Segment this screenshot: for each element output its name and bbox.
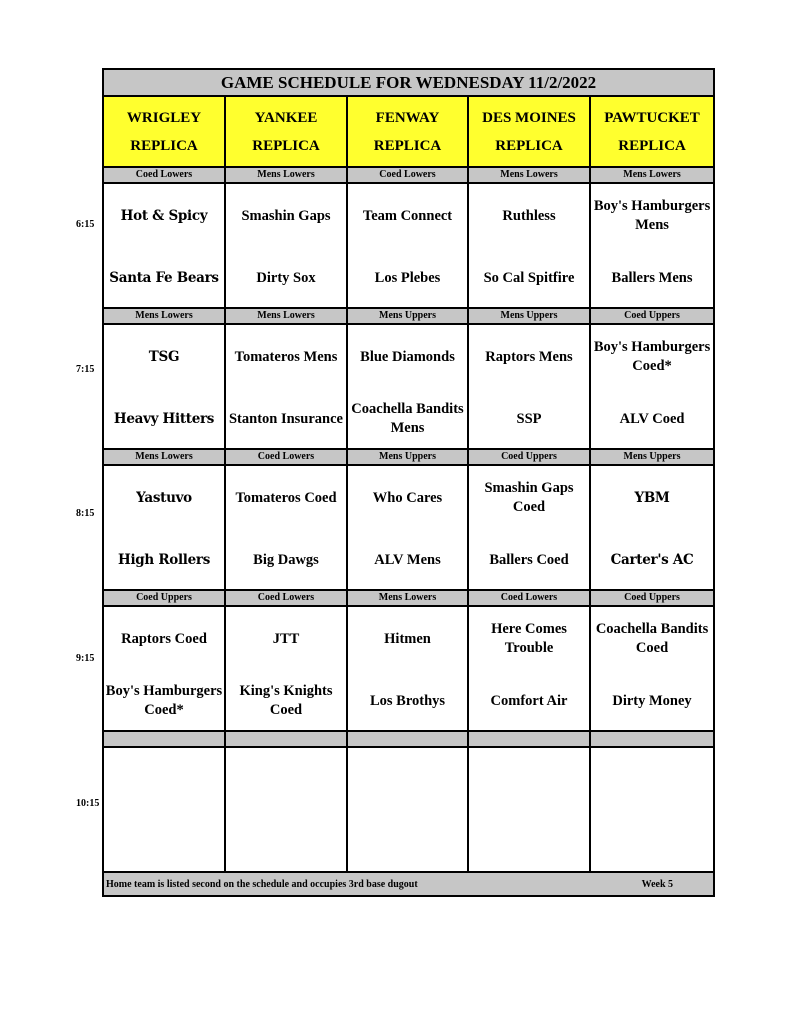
week-label: Week 5 bbox=[641, 878, 674, 890]
away-team: Hot & Spicy bbox=[120, 207, 208, 224]
away-team: JTT bbox=[272, 630, 300, 647]
division-label: Coed Uppers bbox=[103, 590, 225, 606]
away-team: Yastuvo bbox=[136, 489, 192, 506]
field-header-yankee: YANKEE REPLICA bbox=[225, 96, 347, 167]
game-cell bbox=[225, 183, 347, 308]
schedule-table bbox=[102, 68, 715, 897]
game-cell bbox=[103, 606, 225, 731]
game-cell bbox=[590, 183, 714, 308]
schedule-title: GAME SCHEDULE FOR WEDNESDAY 11/2/2022 bbox=[103, 69, 714, 96]
division-label bbox=[347, 731, 468, 747]
away-team: Raptors Coed bbox=[121, 630, 207, 647]
game-cell bbox=[225, 324, 347, 449]
away-team: TSG bbox=[148, 348, 180, 365]
game-cell bbox=[468, 324, 590, 449]
home-team: High Rollers bbox=[117, 551, 211, 568]
home-team bbox=[591, 813, 713, 871]
home-team: Heavy Hitters bbox=[113, 410, 215, 427]
home-team: Ballers Mens bbox=[611, 269, 693, 286]
away-team: Here Comes Trouble bbox=[491, 621, 567, 656]
time-label-8-15: 8:15 bbox=[76, 508, 95, 519]
field-header-des-moines: DES MOINES REPLICA bbox=[468, 96, 590, 167]
division-label: Coed Lowers bbox=[103, 167, 225, 183]
division-label: Mens Lowers bbox=[103, 308, 225, 324]
away-team: Who Cares bbox=[372, 489, 443, 506]
field-header-pawtucket: PAWTUCKET REPLICA bbox=[590, 96, 714, 167]
game-cell bbox=[468, 606, 590, 731]
home-team: Carter's AC bbox=[610, 551, 694, 568]
away-team: YBM bbox=[634, 489, 670, 506]
away-team: Raptors Mens bbox=[485, 348, 573, 365]
game-cell bbox=[347, 606, 468, 731]
division-label: Mens Lowers bbox=[347, 590, 468, 606]
division-label: Mens Uppers bbox=[590, 449, 714, 465]
division-label: Coed Uppers bbox=[590, 308, 714, 324]
division-label: Mens Lowers bbox=[468, 167, 590, 183]
away-team: Boy's Hamburgers Mens bbox=[593, 198, 711, 233]
game-cell bbox=[590, 606, 714, 731]
game-cell bbox=[590, 465, 714, 590]
game-cell bbox=[103, 465, 225, 590]
footer-note: Home team is listed second on the schedule and occupies 3rd base dugout bbox=[106, 878, 418, 890]
division-label bbox=[590, 731, 714, 747]
home-team: Comfort Air bbox=[490, 692, 568, 709]
away-team: Coachella Bandits Coed bbox=[595, 621, 709, 656]
field-header-fenway: FENWAY REPLICA bbox=[347, 96, 468, 167]
away-team bbox=[348, 751, 467, 809]
game-cell bbox=[347, 324, 468, 449]
home-team: SSP bbox=[516, 410, 542, 427]
game-cell bbox=[468, 465, 590, 590]
time-label-7-15: 7:15 bbox=[76, 364, 95, 375]
home-team: Ballers Coed bbox=[489, 551, 569, 568]
away-team: Smashin Gaps Coed bbox=[484, 480, 574, 515]
game-cell bbox=[590, 747, 714, 872]
home-team: Boy's Hamburgers Coed* bbox=[105, 683, 223, 718]
division-label: Coed Lowers bbox=[225, 449, 347, 465]
division-label: Mens Lowers bbox=[225, 308, 347, 324]
home-team: So Cal Spitfire bbox=[483, 269, 575, 286]
game-cell bbox=[225, 747, 347, 872]
game-cell bbox=[468, 183, 590, 308]
footer-bar bbox=[103, 872, 714, 896]
game-cell bbox=[103, 324, 225, 449]
game-cell bbox=[103, 183, 225, 308]
home-team: ALV Mens bbox=[374, 551, 441, 568]
division-label: Mens Lowers bbox=[590, 167, 714, 183]
away-team: Smashin Gaps bbox=[241, 207, 331, 224]
division-label bbox=[468, 731, 590, 747]
game-cell bbox=[347, 747, 468, 872]
away-team bbox=[226, 751, 346, 809]
time-label-6-15: 6:15 bbox=[76, 219, 95, 230]
division-label: Mens Uppers bbox=[468, 308, 590, 324]
division-label: Coed Lowers bbox=[225, 590, 347, 606]
home-team: ALV Coed bbox=[619, 410, 685, 427]
away-team: Team Connect bbox=[362, 207, 453, 224]
home-team: Santa Fe Bears bbox=[109, 269, 219, 286]
time-label-10-15: 10:15 bbox=[76, 798, 100, 809]
game-cell bbox=[225, 606, 347, 731]
division-label: Mens Lowers bbox=[103, 449, 225, 465]
game-cell bbox=[103, 747, 225, 872]
away-team bbox=[591, 751, 713, 809]
game-cell bbox=[468, 747, 590, 872]
away-team: Tomateros Mens bbox=[234, 348, 338, 365]
home-team: Los Plebes bbox=[374, 269, 441, 286]
home-team bbox=[348, 813, 467, 871]
home-team bbox=[104, 813, 224, 871]
away-team: Ruthless bbox=[502, 207, 556, 224]
time-label-9-15: 9:15 bbox=[76, 653, 95, 664]
away-team: Blue Diamonds bbox=[360, 348, 455, 365]
division-label: Coed Uppers bbox=[590, 590, 714, 606]
division-label: Coed Lowers bbox=[347, 167, 468, 183]
field-header-wrigley: WRIGLEY REPLICA bbox=[103, 96, 225, 167]
away-team: Hitmen bbox=[384, 630, 431, 647]
away-team bbox=[469, 751, 589, 809]
home-team: King's Knights Coed bbox=[239, 683, 333, 718]
home-team: Los Brothys bbox=[369, 692, 446, 709]
home-team: Coachella Bandits Mens bbox=[351, 401, 464, 436]
game-cell bbox=[347, 465, 468, 590]
division-label: Coed Lowers bbox=[468, 590, 590, 606]
home-team: Dirty Sox bbox=[256, 269, 316, 286]
game-cell bbox=[225, 465, 347, 590]
game-cell bbox=[347, 183, 468, 308]
division-label: Mens Uppers bbox=[347, 308, 468, 324]
game-cell bbox=[590, 324, 714, 449]
home-team: Stanton Insurance bbox=[228, 410, 343, 427]
division-label bbox=[103, 731, 225, 747]
away-team bbox=[104, 751, 224, 809]
away-team: Tomateros Coed bbox=[235, 489, 337, 506]
home-team bbox=[469, 813, 589, 871]
division-label: Mens Uppers bbox=[347, 449, 468, 465]
division-label: Coed Uppers bbox=[468, 449, 590, 465]
away-team: Boy's Hamburgers Coed* bbox=[593, 339, 711, 374]
home-team: Big Dawgs bbox=[253, 551, 319, 568]
division-label bbox=[225, 731, 347, 747]
home-team: Dirty Money bbox=[612, 692, 692, 709]
home-team bbox=[226, 813, 346, 871]
division-label: Mens Lowers bbox=[225, 167, 347, 183]
